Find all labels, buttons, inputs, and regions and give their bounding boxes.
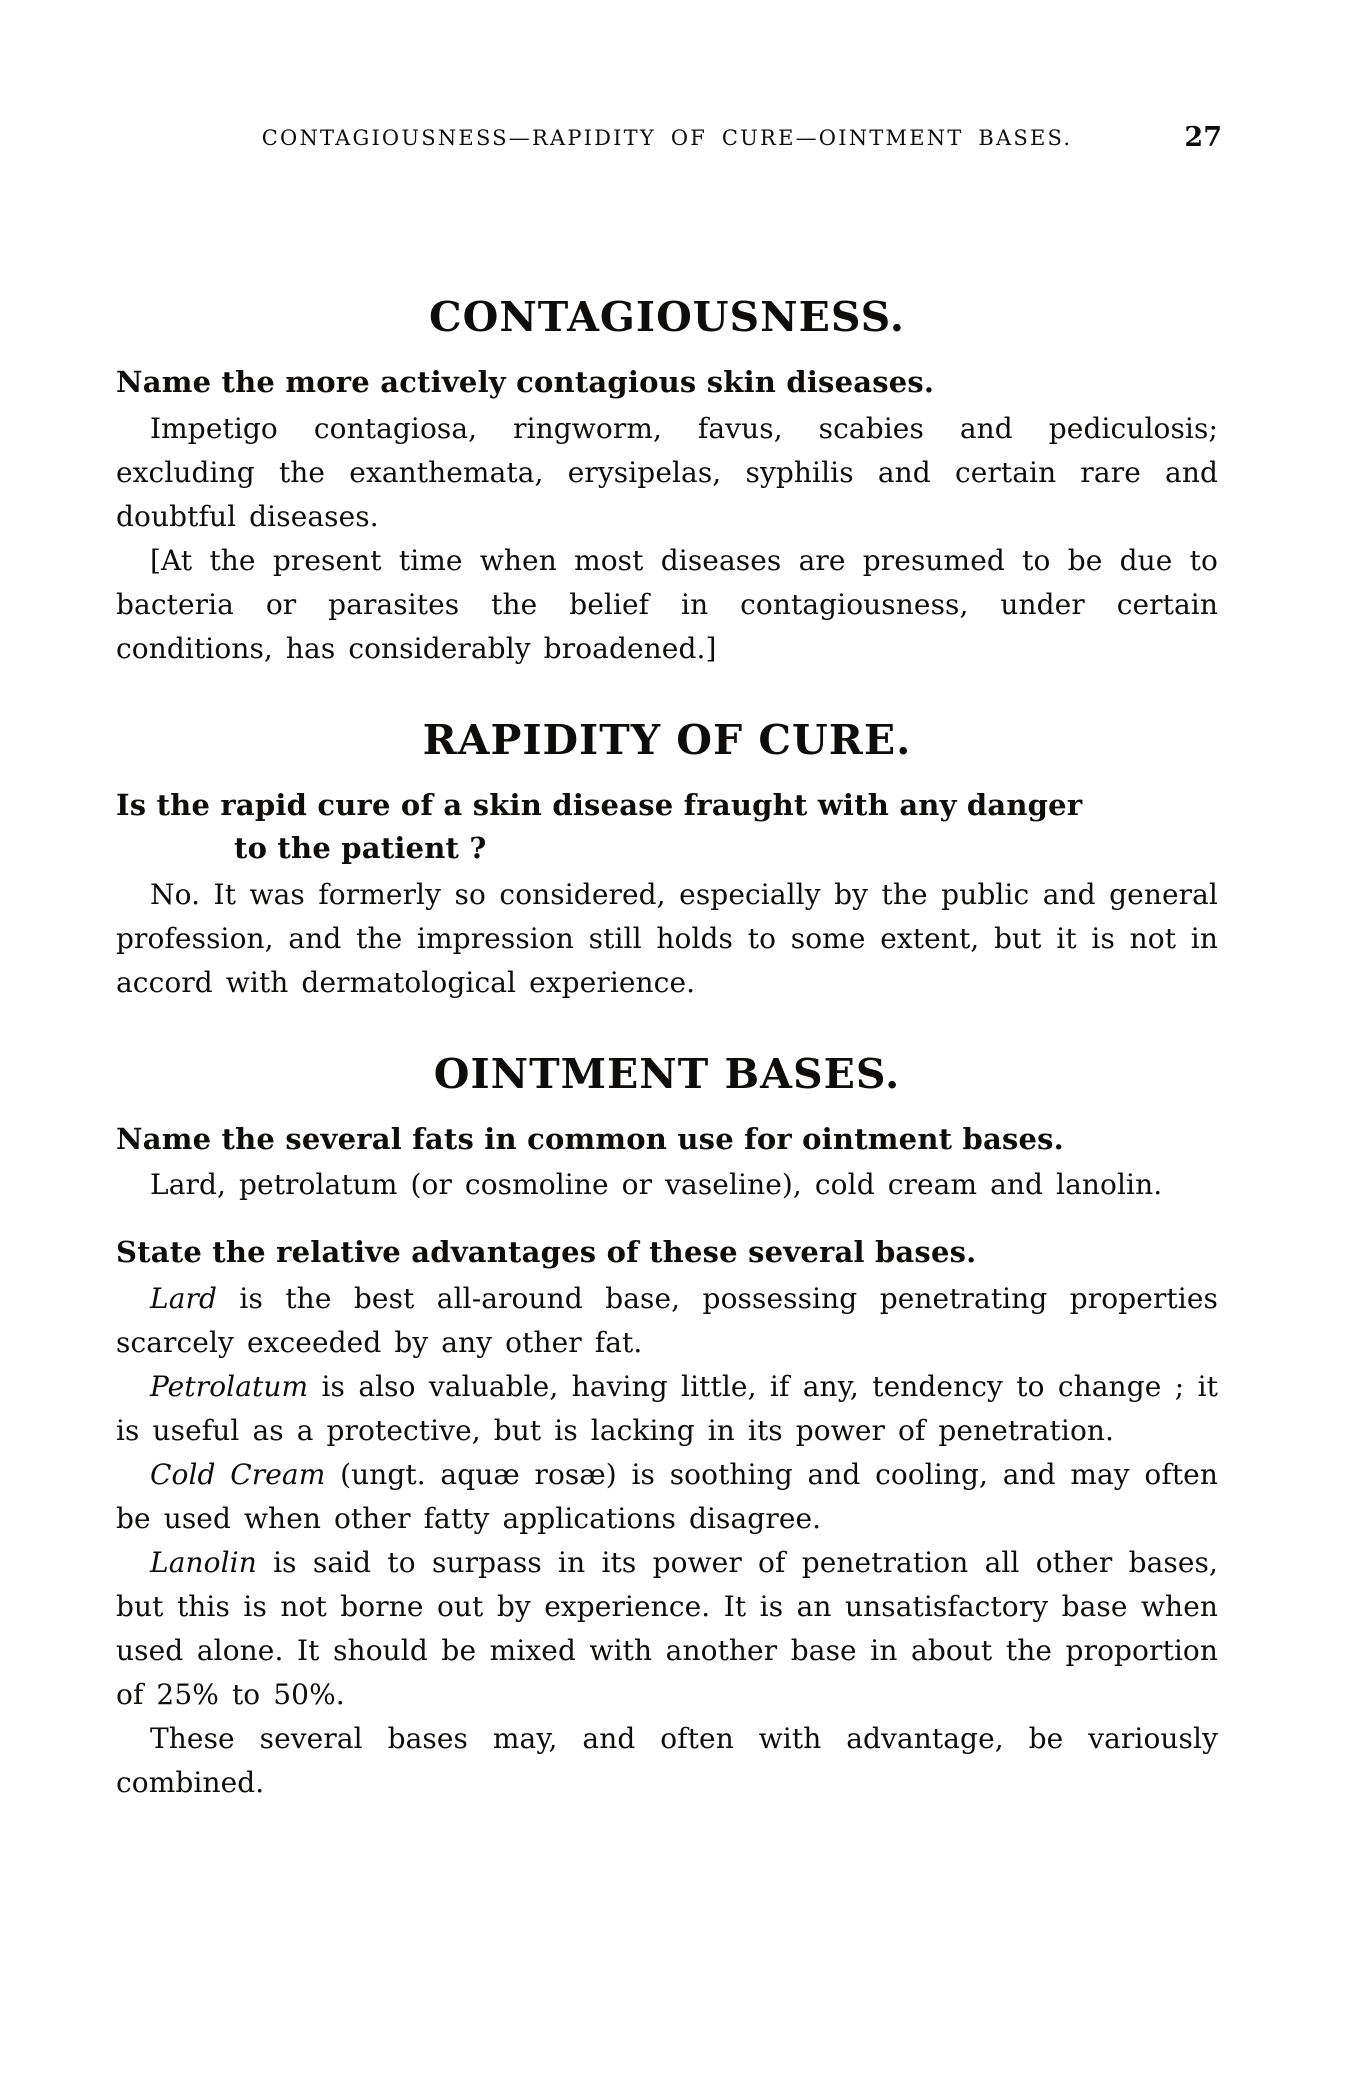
answer-lanolin: [116, 1541, 1218, 1717]
answer-ointment-fats: Lard, petrolatum (or cosmoline or vaseline), cold cream and lanolin.: [150, 1168, 1163, 1202]
answer-cold-cream-text: (ungt. aquæ rosæ) is soothing and cooling, and may often be used when other fatty applications disagree.: [116, 1457, 1218, 1535]
answer-lanolin-text: is said to surpass in its power of penetration all other bases, but this is not borne out by experience. It is an unsatisfactory base when used alone. It should be mixed with another base in about the proportion of 25% to 50%.: [116, 1545, 1218, 1711]
section-title-rapidity: RAPIDITY OF CURE.: [422, 715, 912, 764]
lead-petrolatum: Petrolatum: [150, 1369, 309, 1403]
answer-rapid-cure: No. It was formerly so considered, especially by the public and general profession, and the impression still holds to some extent, but it is not in accord with dermatological experience.: [116, 877, 1218, 999]
question-relative-advantages: State the relative advantages of these several bases.: [116, 1235, 977, 1270]
section-ointment-bases: [116, 1051, 1218, 1805]
section-contagiousness: [116, 294, 1218, 671]
section-title-ointment-bases: OINTMENT BASES.: [433, 1049, 901, 1098]
running-head-title: CONTAGIOUSNESS—RAPIDITY OF CURE—OINTMENT BASES.: [261, 126, 1073, 150]
question-ointment-fats: Name the several fats in common use for ointment bases.: [116, 1121, 1064, 1156]
question-rapid-cure-line1: Is the rapid cure of a skin disease fraught with any danger: [116, 787, 1083, 822]
question-rapid-cure: [116, 784, 1218, 871]
answer-petrolatum: [116, 1365, 1218, 1453]
question-rapid-cure-line2: to the patient ?: [234, 831, 487, 866]
question-contagious-diseases: Name the more actively contagious skin diseases.: [116, 365, 935, 400]
answer-contagious-diseases: Impetigo contagiosa, ringworm, favus, scabies and pediculosis; excluding the exanthemata, erysipelas, syphilis and certain rare and doubtful diseases.: [116, 411, 1218, 533]
lead-lanolin: Lanolin: [150, 1545, 257, 1579]
answer-cold-cream: [116, 1453, 1218, 1541]
section-title-contagiousness: CONTAGIOUSNESS.: [428, 293, 906, 341]
answer-lard-text: is the best all-around base, possessing penetrating properties scarcely exceeded by any other fat.: [116, 1281, 1218, 1359]
lead-lard: Lard: [150, 1281, 217, 1315]
answer-lard: [116, 1277, 1218, 1365]
running-head: [116, 122, 1222, 160]
answer-combined-bases: These several bases may, and often with advantage, be variously combined.: [116, 1721, 1218, 1799]
page-number: 27: [1184, 122, 1222, 153]
answer-petrolatum-text: is also valuable, having little, if any, tendency to change ; it is useful as a protective, but is lacking in its power of penetration.: [116, 1369, 1218, 1447]
lead-cold-cream: Cold Cream: [150, 1457, 326, 1491]
section-rapidity-of-cure: [116, 717, 1218, 1005]
note-paragraph: [At the present time when most diseases are presumed to be due to bacteria or parasites the belief in contagiousness, under certain conditions, has considerably broadened.]: [116, 543, 1218, 665]
